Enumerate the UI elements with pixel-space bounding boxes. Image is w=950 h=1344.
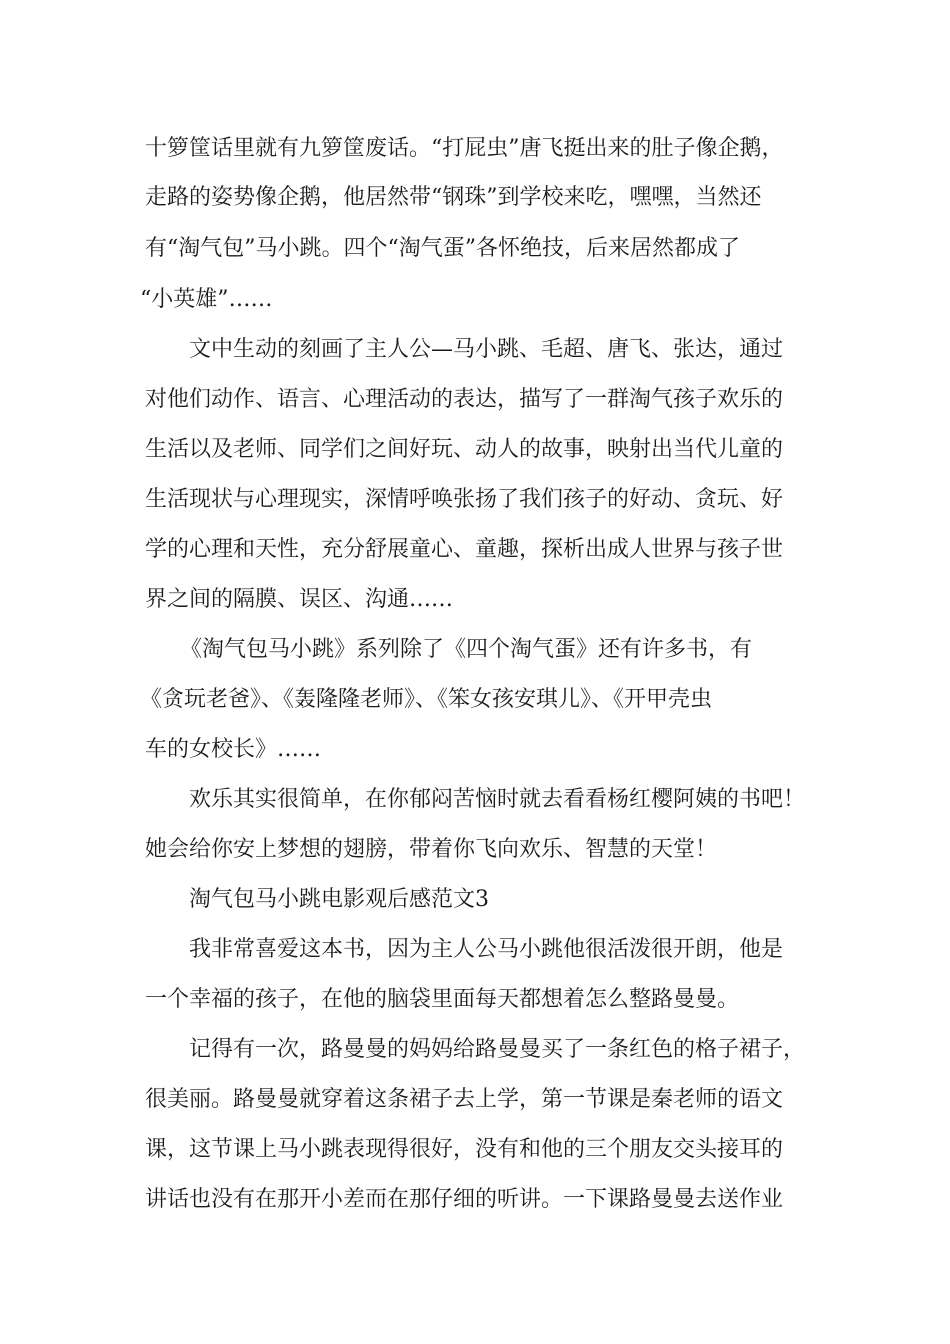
text-line: 走路的姿势像企鹅，他居然带“钢珠”到学校来吃，嘿嘿，当然还 [145, 185, 762, 210]
text-line: 文中生动的刻画了主人公—马小跳、毛超、唐飞、张达，通过 [189, 337, 784, 362]
text-line: 欢乐其实很简单，在你郁闷苦恼时就去看看杨红樱阿姨的书吧！ [189, 787, 806, 812]
text-line: 生活现状与心理现实，深情呼唤张扬了我们孩子的好动、贪玩、好 [145, 487, 784, 512]
text-line: 我非常喜爱这本书，因为主人公马小跳他很活泼很开朗，他是 [189, 937, 784, 962]
text-line: 界之间的隔膜、误区、沟通…… [145, 587, 454, 612]
text-line: 生活以及老师、同学们之间好玩、动人的故事，映射出当代儿童的 [145, 437, 784, 462]
text-line: 《淘气包马小跳》系列除了《四个淘气蛋》还有许多书，有 [180, 637, 753, 662]
text-line: 十箩筐话里就有九箩筐废话。“打屁虫”唐飞挺出来的肚子像企鹅， [145, 136, 784, 161]
text-line: 很美丽。路曼曼就穿着这条裙子去上学，第一节课是秦老师的语文 [145, 1087, 784, 1112]
text-line: 《贪玩老爸》、《轰隆隆老师》、《笨女孩安琪儿》、《开甲壳虫 [140, 687, 713, 712]
text-line: “小英雄”…… [140, 287, 273, 312]
text-line: 对他们动作、语言、心理活动的表达，描写了一群淘气孩子欢乐的 [145, 387, 784, 412]
text-line: 课，这节课上马小跳表现得很好，没有和他的三个朋友交头接耳的 [145, 1137, 784, 1162]
text-line: 一个幸福的孩子，在他的脑袋里面每天都想着怎么整路曼曼。 [145, 987, 740, 1012]
text-line: 讲话也没有在那开小差而在那仔细的听讲。一下课路曼曼去送作业 [145, 1187, 784, 1212]
text-line: 车的女校长》…… [145, 737, 322, 762]
text-line: 记得有一次，路曼曼的妈妈给路曼曼买了一条红色的格子裙子， [189, 1037, 806, 1062]
text-line: 学的心理和天性，充分舒展童心、童趣，探析出成人世界与孩子世 [145, 537, 784, 562]
text-line: 有“淘气包”马小跳。四个“淘气蛋”各怀绝技，后来居然都成了 [145, 236, 740, 261]
section-heading: 淘气包马小跳电影观后感范文3 [189, 887, 489, 912]
text-line: 她会给你安上梦想的翅膀，带着你飞向欢乐、智慧的天堂！ [145, 837, 718, 862]
